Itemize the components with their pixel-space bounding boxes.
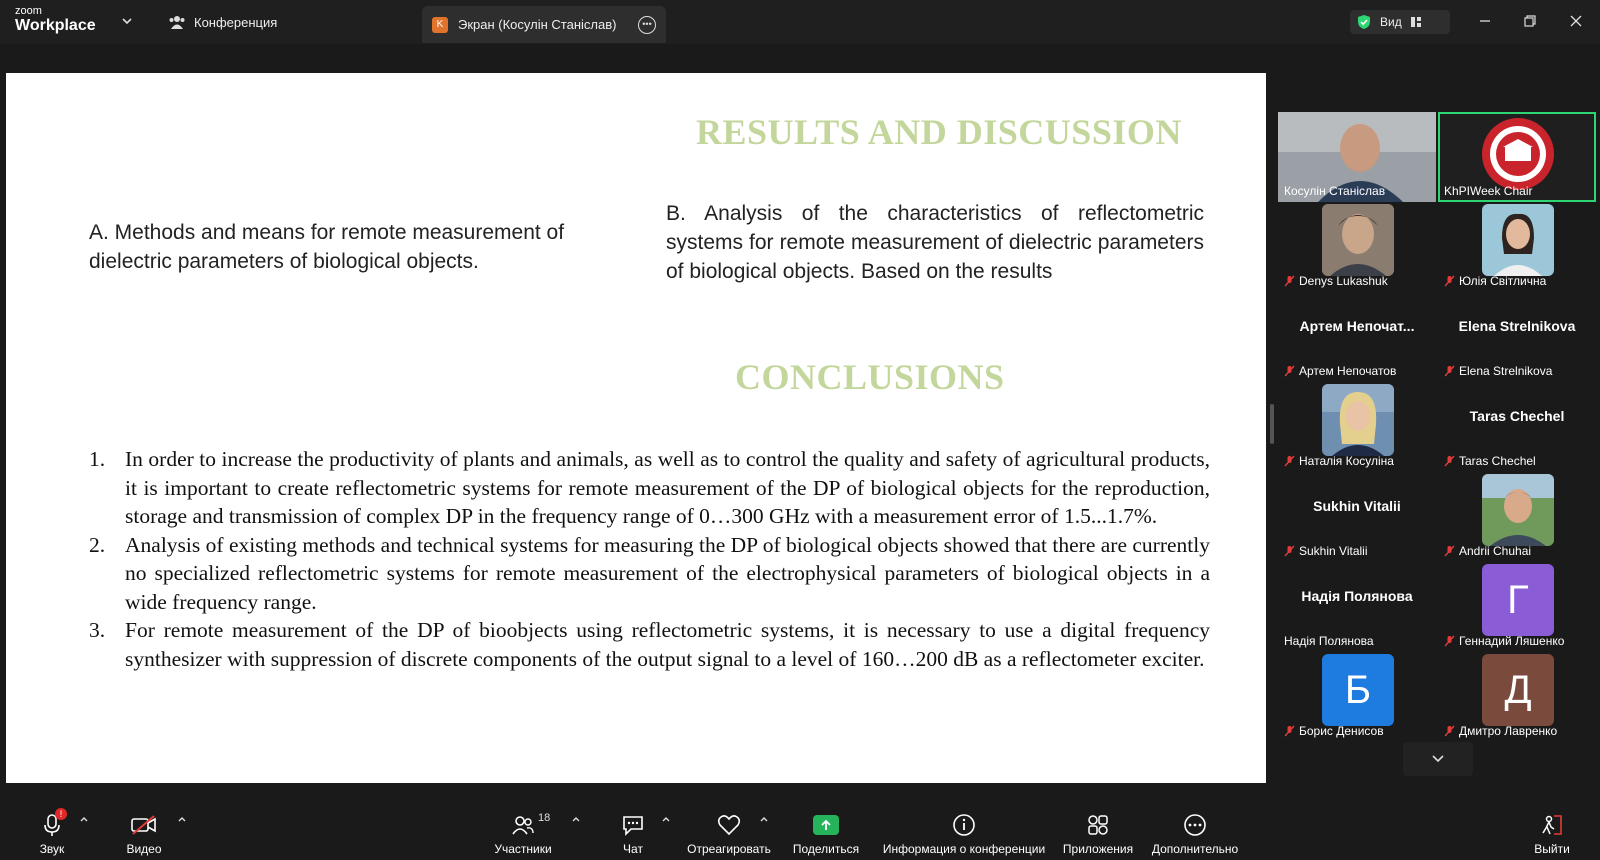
list-item-text: Analysis of existing methods and technical systems for measuring the DP of biological objects showed that there are currently no specialized reflectometric systems for remote measurement of the electrophysical parameters of biological objects in a wide frequency range. xyxy=(125,532,1210,614)
participant-avatar: Д xyxy=(1482,654,1554,726)
title-bar xyxy=(0,0,1600,44)
audio-label: Звук xyxy=(39,842,65,856)
gallery-scroll-down-button[interactable] xyxy=(1403,742,1473,776)
muted-mic-icon xyxy=(1284,275,1295,287)
chevron-down-icon[interactable] xyxy=(120,14,134,28)
chevron-up-icon[interactable] xyxy=(177,814,187,824)
participant-tile-dmytro[interactable] xyxy=(1438,652,1596,742)
video-button[interactable] xyxy=(124,800,164,860)
participant-tile-khpiweek[interactable] xyxy=(1438,112,1596,202)
panel-resize-handle[interactable] xyxy=(1270,404,1274,444)
zoom-workplace-logo[interactable] xyxy=(15,6,96,34)
leave-button[interactable] xyxy=(1532,800,1572,860)
muted-mic-icon xyxy=(1444,545,1455,557)
restore-icon[interactable] xyxy=(1521,12,1539,30)
participant-display-name: Надія Полянова xyxy=(1301,588,1413,604)
university-seal-logo xyxy=(1482,118,1554,190)
more-options-icon[interactable]: ••• xyxy=(638,16,656,34)
more-label: Дополнительно xyxy=(1151,842,1239,856)
apps-button[interactable] xyxy=(1061,800,1135,860)
apps-label: Приложения xyxy=(1062,842,1134,856)
participant-tile-taras[interactable] xyxy=(1438,382,1596,472)
muted-mic-icon xyxy=(1444,365,1455,377)
react-label: Отреагировать xyxy=(687,842,771,856)
participant-gallery xyxy=(1276,44,1600,784)
participants-icon xyxy=(508,810,551,840)
conclusions-list xyxy=(89,445,1210,673)
chat-icon xyxy=(618,810,648,840)
leave-label: Выйти xyxy=(1534,842,1570,856)
info-icon xyxy=(949,810,979,840)
participant-display-name: Артем Непочат... xyxy=(1299,318,1415,334)
participant-name: KhPIWeek Chair xyxy=(1444,184,1533,198)
participants-count: 18 xyxy=(538,812,551,824)
shield-check-icon xyxy=(1356,14,1372,30)
participant-tile-andrii[interactable] xyxy=(1438,472,1596,562)
participant-name: Артем Непочатов xyxy=(1284,364,1396,378)
meeting-info-label: Информация о конференции xyxy=(882,842,1046,856)
participant-photo xyxy=(1322,384,1394,456)
microphone-icon xyxy=(37,810,67,840)
participant-name: Юлія Світлична xyxy=(1444,274,1546,288)
list-item xyxy=(89,445,1210,531)
audio-button[interactable] xyxy=(34,800,70,860)
participant-tile-elena[interactable] xyxy=(1438,292,1596,382)
list-item-number: 3. xyxy=(89,618,106,642)
list-item xyxy=(89,531,1210,617)
participant-photo xyxy=(1482,474,1554,546)
participant-name: Геннадий Ляшенко xyxy=(1444,634,1564,648)
tab-conference[interactable] xyxy=(168,11,277,33)
participant-name: Косулін Станіслав xyxy=(1284,184,1386,198)
participants-label: Участники xyxy=(494,842,552,856)
participant-display-name: Taras Chechel xyxy=(1469,408,1565,424)
participant-name: Denys Lukashuk xyxy=(1284,274,1388,288)
participant-tile-borys[interactable] xyxy=(1278,652,1436,742)
chevron-down-icon xyxy=(1431,754,1445,764)
meeting-toolbar xyxy=(0,800,1600,860)
chevron-up-icon[interactable] xyxy=(79,814,89,824)
tab-screen-share[interactable] xyxy=(422,6,666,43)
shared-screen-slide xyxy=(6,73,1266,783)
chat-label: Чат xyxy=(623,842,643,856)
participant-tile-nadia[interactable] xyxy=(1278,562,1436,652)
participant-name: Надія Полянова xyxy=(1284,634,1374,648)
list-item xyxy=(89,616,1210,673)
participants-icon xyxy=(168,14,186,30)
participant-name: Taras Chechel xyxy=(1444,454,1536,468)
share-screen-icon xyxy=(811,810,841,840)
participant-display-name: Sukhin Vitalii xyxy=(1313,498,1401,514)
presenter-avatar: K xyxy=(432,17,448,33)
grid-icon xyxy=(1410,16,1422,28)
video-off-icon xyxy=(129,810,159,840)
more-icon xyxy=(1180,810,1210,840)
react-button[interactable] xyxy=(684,800,774,860)
participant-tile-natalia[interactable] xyxy=(1278,382,1436,472)
audio-alert-badge: ! xyxy=(55,808,67,820)
view-label: Вид xyxy=(1380,15,1402,29)
muted-mic-icon xyxy=(1444,635,1455,647)
participant-tile-denys[interactable] xyxy=(1278,202,1436,292)
view-button[interactable] xyxy=(1350,10,1450,34)
column-b-text: B. Analysis of the characteristics of reflectometric systems for remote measurement of dielectric parameters of biological objects. Based on the results xyxy=(666,202,1204,283)
participant-name: Дмитро Лавренко xyxy=(1444,724,1557,738)
muted-mic-icon xyxy=(1284,725,1295,737)
chat-button[interactable] xyxy=(616,800,650,860)
participant-name: Andrii Chuhai xyxy=(1444,544,1531,558)
brand-big: Workplace xyxy=(15,17,96,34)
video-label: Видео xyxy=(126,842,162,856)
muted-mic-icon xyxy=(1284,455,1295,467)
apps-icon xyxy=(1083,810,1113,840)
participant-photo xyxy=(1482,204,1554,276)
participant-tile-sukhin[interactable] xyxy=(1278,472,1436,562)
meeting-info-button[interactable] xyxy=(882,800,1046,860)
list-item-text: For remote measurement of the DP of bioobjects using reflectometric systems, it is necessary to use a digital frequency synthesizer with suppression of discrete components of the output signal to a level of 160…200 dB as a reflectometer exciter. xyxy=(125,618,1210,671)
participant-tile-gennadiy[interactable] xyxy=(1438,562,1596,652)
minimize-icon[interactable] xyxy=(1476,12,1494,30)
tab-screen-share-label: Экран (Косулін Станіслав) xyxy=(458,17,617,32)
participant-photo xyxy=(1322,204,1394,276)
leave-icon xyxy=(1537,810,1567,840)
heading-results: RESULTS AND DISCUSSION xyxy=(696,112,1182,152)
list-item-number: 1. xyxy=(89,447,106,471)
participant-avatar: Б xyxy=(1322,654,1394,726)
participants-button[interactable] xyxy=(491,800,555,860)
chevron-up-icon[interactable] xyxy=(661,814,671,824)
muted-mic-icon xyxy=(1444,455,1455,467)
heart-icon xyxy=(714,810,744,840)
participant-tile-kosulin[interactable] xyxy=(1278,112,1436,202)
muted-mic-icon xyxy=(1284,545,1295,557)
muted-mic-icon xyxy=(1444,725,1455,737)
chevron-up-icon[interactable] xyxy=(571,814,581,824)
tab-conference-label: Конференция xyxy=(194,14,278,30)
participant-name: Наталія Косуліна xyxy=(1284,454,1394,468)
participant-tile-artem[interactable] xyxy=(1278,292,1436,382)
column-a-text: A. Methods and means for remote measurement of dielectric parameters of biological objects. xyxy=(89,221,565,273)
close-icon[interactable] xyxy=(1567,12,1585,30)
chevron-up-icon[interactable] xyxy=(759,814,769,824)
share-button[interactable] xyxy=(791,800,861,860)
brand-small: zoom xyxy=(15,5,42,17)
participant-name: Elena Strelnikova xyxy=(1444,364,1552,378)
participant-tile-yulia[interactable] xyxy=(1438,202,1596,292)
heading-conclusions: CONCLUSIONS xyxy=(735,357,1005,397)
muted-mic-icon xyxy=(1284,365,1295,377)
participant-display-name: Elena Strelnikova xyxy=(1458,318,1576,334)
share-label: Поделиться xyxy=(792,842,860,856)
muted-mic-icon xyxy=(1444,275,1455,287)
list-item-text: In order to increase the productivity of plants and animals, as well as to control the quality and safety of agricultural products, it is important to create reflectometric systems for remote measurement of the DP of biological objects for the reproduction, storage and transmission of complex DP in the frequency range of 0…300 GHz with a measurement error of 1.5...1.7%. xyxy=(125,447,1210,528)
more-button[interactable] xyxy=(1150,800,1240,860)
participant-name: Sukhin Vitalii xyxy=(1284,544,1367,558)
participant-name: Борис Денисов xyxy=(1284,724,1384,738)
participant-avatar: Г xyxy=(1482,564,1554,636)
list-item-number: 2. xyxy=(89,532,106,557)
